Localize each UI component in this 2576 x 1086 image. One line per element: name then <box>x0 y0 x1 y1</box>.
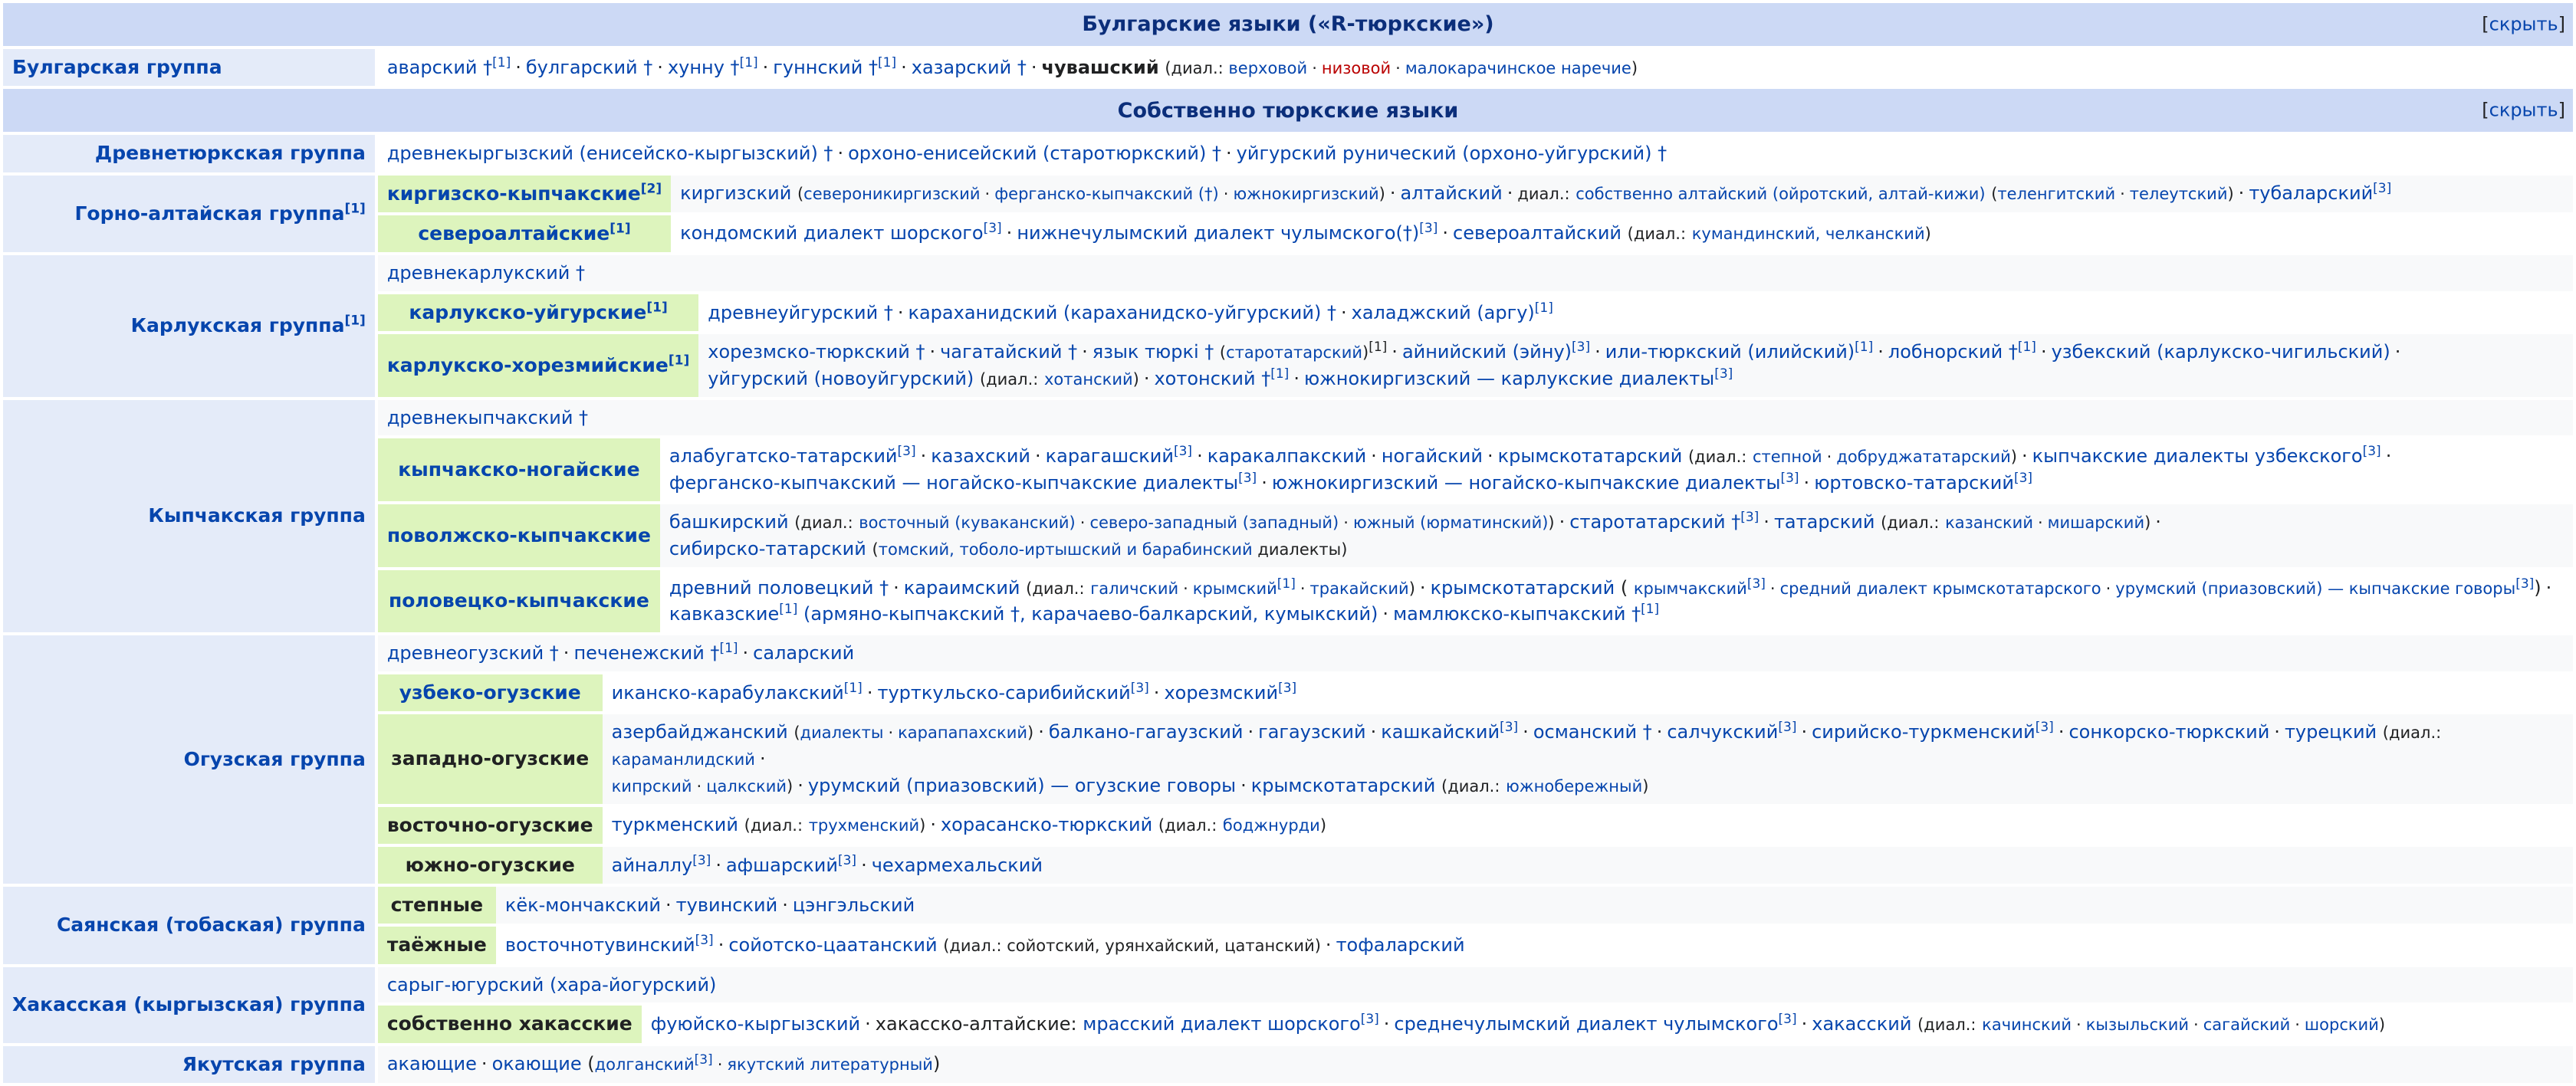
lang-khorezmian[interactable]: хорезмский[3] <box>1164 680 1297 704</box>
lang-tubalar[interactable]: тубаларский[3] <box>2249 181 2392 205</box>
oghuz-subgroups <box>378 635 2573 884</box>
lang-karagash[interactable]: карагашский[3] <box>1045 444 1193 468</box>
list-taiga: восточнотувинский[3] · сойотско-цаатанский (диал.: сойотский, урянхайский, цатанский) · тофаларский <box>496 927 2573 963</box>
lang-tatar[interactable]: татарский <box>1773 511 1875 533</box>
subgroup-south-oghuz: южно-огузские <box>378 847 603 884</box>
lang-middle-chulym[interactable]: среднечулымский диалект чулымского[3] <box>1394 1012 1797 1035</box>
dial-middle-crimean[interactable]: средний диалект крымскотатарского <box>1779 579 2101 598</box>
kipchak-subgroups <box>378 400 2573 633</box>
lang-turkish[interactable]: турецкий <box>2284 721 2377 743</box>
group-ancient-turkic[interactable]: Древнетюркская группа <box>3 135 375 172</box>
common-hide-toggle: [скрыть] <box>2482 99 2565 121</box>
karluk-subgroups <box>378 255 2573 397</box>
dial-north-kyrgyz[interactable]: североникиргизский <box>803 185 981 204</box>
list-steppe: кёк-мончакский · тувинский · цэнгэльский <box>496 887 2573 924</box>
dial-dobruja[interactable]: добруджататарский <box>1836 448 2011 467</box>
lang-tofa[interactable]: тофаларский <box>1336 934 1465 956</box>
list-east-oghuz: туркменский (диал.: трухменский) · хорасанско-тюркский (диал.: боджнурди) <box>603 807 2573 844</box>
lang-chuvash: чувашский <box>1041 56 1159 78</box>
lang-old-kipchak[interactable]: древнекыпчакский † <box>386 406 589 428</box>
lang-nogai[interactable]: ногайский <box>1381 445 1483 468</box>
dial-yurmaty[interactable]: южный (юрматинский) <box>1352 513 1549 533</box>
dial-khotan[interactable]: хотанский <box>1043 369 1133 389</box>
lang-ikan-karabulak[interactable]: иканско-карабулакский[1] <box>611 680 863 704</box>
list-yakut: акающие · окающие (долганский[3] · якутский литературный) <box>378 1046 2573 1083</box>
lang-yurt-tatar[interactable]: юртовско-татарский[3] <box>1814 471 2033 494</box>
lang-mras-shor[interactable]: мрасский диалект шорского[3] <box>1083 1012 1379 1035</box>
lang-pecheneg[interactable]: печенежский †[1] <box>573 641 738 664</box>
altai-subgroups <box>378 176 2573 253</box>
list-khakas-proper: фуюйско-кыргызский · хакасско-алтайские: мрасский диалект шорского[3] · среднечулымский диалект чулымского[3] · хакасский (диал.: качинский · кызыльский · сагайский · шорский) <box>642 1006 2573 1042</box>
list-kipchak-ancient <box>378 400 2573 436</box>
common-hide-link[interactable]: скрыть <box>2489 99 2558 121</box>
dial-fergana-kipchak[interactable]: ферганско-кыпчакский (†) <box>994 185 1219 204</box>
lang-crimean-tatar-3[interactable]: крымскотатарский <box>1250 774 1436 796</box>
group-kipchak[interactable]: Кыпчакская группа <box>3 400 375 633</box>
lang-balkan-gagauz[interactable]: балкано-гагаузский <box>1048 721 1244 743</box>
lang-chaharmahali[interactable]: чехармехальский <box>871 854 1043 876</box>
dial-kumandin-chelkan[interactable]: кумандинский, челканский <box>1691 225 1925 244</box>
dial-tomsk-tobol-baraba[interactable]: томский, тоболо-иртышский и барабинский <box>878 540 1253 559</box>
lang-mamluk-kipchak[interactable]: мамлюкско-кыпчакский †[1] <box>1393 602 1660 625</box>
dial-trukhmen[interactable]: трухменский <box>808 816 920 835</box>
lang-altai[interactable]: алтайский <box>1400 182 1503 205</box>
lang-tsengel[interactable]: цэнгэльский <box>792 894 915 916</box>
sayan-subgroups <box>378 887 2573 964</box>
dial-mishar[interactable]: мишарский <box>2047 513 2145 533</box>
lang-bashkir[interactable]: башкирский <box>669 511 789 533</box>
lang-orkhon[interactable]: орхоно-енисейский (старотюркский) † <box>848 142 1222 164</box>
lang-yakut-literary[interactable]: якутский литературный <box>727 1055 933 1075</box>
bulgar-hide-toggle: [скрыть] <box>2482 13 2565 35</box>
lang-ili-turki[interactable]: или-тюркский (илийский)[1] <box>1605 340 1874 363</box>
list-kipchak-nogai: алабугатско-татарский[3] · казахский · карагашский[3] · каракалпакский · ногайский · крымскотатарский (диал.: степной · добруджататарский) · кыпчакские диалекты узбекского[3] · ферганско-кыпчакский — ногайско-кыпчакские диалекты[3] · южнокиргизский — ногайско-кыпчакские диалекты[3] · юртовско-татарский[3] <box>660 438 2573 501</box>
khakas-subgroups <box>378 967 2573 1043</box>
lang-sonqor[interactable]: сонкорско-тюркский <box>2068 721 2270 743</box>
list-karluk-ancient <box>378 255 2573 291</box>
dial-kazan[interactable]: казанский <box>1945 513 2033 533</box>
lang-hunnic[interactable]: гуннский †[1] <box>773 54 897 78</box>
list-karluk-khorezm: хорезмско-тюркский † · чагатайский † · язык тюркі † (старотатарский)[1] · айнийский (эйну)[3] · или-тюркский (илийский)[1] · лобнорский †[1] · узбекский (карлукско-чигильский) · уйгурский (новоуйгурский) (диал.: хотанский) · хотонский †[1] · южнокиргизский — карлукские диалекты[3] <box>698 334 2573 397</box>
common-title: Собственно тюркские языки <box>1117 98 1459 123</box>
lang-crimean-tatar-2[interactable]: крымскотатарский <box>1430 576 1615 599</box>
lang-crimean-tatar[interactable]: крымскотатарский <box>1497 445 1683 468</box>
dial-altai-proper[interactable]: собственно алтайский (ойротский, алтай-кижи) <box>1576 185 1986 204</box>
group-sayan[interactable]: Саянская (тобаская) группа <box>3 887 375 964</box>
subgroup-west-oghuz: западно-огузские <box>378 714 603 803</box>
lang-afshar[interactable]: афшарский[3] <box>725 852 857 876</box>
subgroup-cuman-kipchak[interactable]: половецко-кыпчакские <box>378 570 660 633</box>
dial-galich[interactable]: галичский <box>1090 579 1179 598</box>
lang-fuyu-kyrgyz[interactable]: фуюйско-кыргызский <box>650 1013 861 1035</box>
lang-uyghur-runic[interactable]: уйгурский рунический (орхоно-уйгурский) † <box>1236 142 1668 164</box>
lang-east-tuvan[interactable]: восточнотувинский[3] <box>504 933 714 956</box>
subgroup-karluk-khorezm[interactable]: карлукско-хорезмийские[1] <box>378 334 698 397</box>
dial-karapapak[interactable]: карапапахский <box>898 723 1028 743</box>
list-north-altai: кондомский диалект шорского[3] · нижнечулымский диалект чулымского(†)[3] · североалтайский (диал.: кумандинский, челканский) <box>671 215 2573 252</box>
group-yakut[interactable]: Якутская группа <box>3 1046 375 1083</box>
bulgar-title-bar <box>3 3 2573 46</box>
lang-turki[interactable]: язык тюркі † <box>1092 341 1214 363</box>
lang-qashqai[interactable]: кашкайский[3] <box>1381 720 1519 743</box>
group-altai[interactable]: Горно-алтайская группа[1] <box>3 176 375 253</box>
lang-karaim[interactable]: караимский <box>903 576 1020 599</box>
lang-north-altai[interactable]: североалтайский <box>1453 222 1622 244</box>
bulgar-hide-link[interactable]: скрыть <box>2489 13 2558 35</box>
lang-khorezm-turkic[interactable]: хорезмско-тюркский † <box>708 341 925 363</box>
dial-kyzyl[interactable]: кызыльский <box>2085 1015 2190 1035</box>
dial-cypriot[interactable]: кипрский <box>611 776 692 796</box>
subgroup-steppe: степные <box>378 887 496 924</box>
list-cuman-kipchak: древний половецкий † · караимский (диал.: галичский · крымский[1] · тракайский) · крымскотатарский ( крымчакский[3] · средний диалект крымскотатарского · урумский (приазовский) — кыпчакские говоры[3]) · кавказские[1] (армяно-кыпчакский †, карачаево-балкарский, кумыкский) · мамлюкско-кыпчакский †[1] <box>660 570 2573 633</box>
lang-alabugat-tatar[interactable]: алабугатско-татарский[3] <box>669 444 916 468</box>
lang-karakalpak[interactable]: каракалпакский <box>1207 445 1367 468</box>
lang-caucasian-kipchak[interactable]: кавказские[1] <box>669 602 798 625</box>
bulgar-title: Булгарские языки («R-тюркские») <box>1082 12 1494 37</box>
group-khakas[interactable]: Хакасская (кыргызская) группа <box>3 967 375 1043</box>
subgroup-kipchak-nogai[interactable]: кыпчакско-ногайские <box>378 438 660 501</box>
lang-khakas[interactable]: хакасский <box>1812 1013 1912 1035</box>
lang-ainu-turkic[interactable]: айнийский (эйну)[3] <box>1401 340 1591 363</box>
lang-old-tatar[interactable]: старотатарский †[3] <box>1569 510 1760 533</box>
lang-lopnor[interactable]: лобнорский †[1] <box>1888 340 2036 363</box>
group-karluk[interactable]: Карлукская группа[1] <box>3 255 375 397</box>
lang-avar[interactable]: аварский †[1] <box>386 54 511 78</box>
lang-south-kyrgyz-nogai[interactable]: южнокиргизский — ногайско-кыпчакские диалекты[3] <box>1271 471 1799 494</box>
lang-dolgan[interactable]: долганский[3] <box>594 1052 713 1075</box>
dial-sagai[interactable]: сагайский <box>2203 1015 2291 1035</box>
dial-shor[interactable]: шорский <box>2304 1015 2379 1035</box>
subgroup-east-oghuz: восточно-огузские <box>378 807 603 844</box>
lang-uyghur[interactable]: уйгурский (новоуйгурский) <box>708 367 974 389</box>
khakas-altai-label: хакасско-алтайские: <box>875 1013 1077 1035</box>
lang-chagatai[interactable]: чагатайский † <box>940 341 1078 363</box>
subgroup-taiga: таёжные <box>378 927 496 963</box>
dial-akaya[interactable]: акающие <box>386 1053 477 1075</box>
dial-northwest[interactable]: северо-западный (западный) <box>1089 513 1339 533</box>
lang-salchuq[interactable]: салчукский[3] <box>1667 720 1797 743</box>
dial-south-coast[interactable]: южнобережный <box>1506 776 1643 796</box>
lang-karakhanid[interactable]: караханидский (караханидско-уйгурский) † <box>908 301 1336 323</box>
lang-bulgar[interactable]: булгарский † <box>525 56 653 78</box>
subgroup-north-altai[interactable]: североалтайские[1] <box>378 215 671 252</box>
lang-kondoma[interactable]: кондомский диалект шорского[3] <box>680 221 1002 244</box>
lang-soyot-tsaatan[interactable]: сойотско-цаатанский <box>728 934 938 956</box>
list-uzbek-oghuz: иканско-карабулакский[1] · турткульско-сарибийский[3] · хорезмский[3] <box>603 674 2573 711</box>
group-bulgar[interactable]: Булгарская группа <box>3 49 375 86</box>
lang-azerbaijani[interactable]: азербайджанский <box>611 721 788 743</box>
lang-old-kyrgyz[interactable]: древнекыргызский (енисейско-кыргызский) † <box>386 142 833 164</box>
lang-turkmen[interactable]: туркменский <box>611 814 738 836</box>
lang-khoton[interactable]: хотонский †[1] <box>1154 366 1290 389</box>
list-khakas-top <box>378 967 2573 1003</box>
lang-fergana-kipchak[interactable]: ферганско-кыпчакский — ногайско-кыпчакские диалекты[3] <box>669 471 1257 494</box>
lang-kazakh[interactable]: казахский <box>931 445 1031 468</box>
dial-okaya[interactable]: окающие <box>491 1053 582 1075</box>
list-south-oghuz: айналлу[3] · афшарский[3] · чехармехальский <box>603 847 2573 884</box>
lang-caucasian-list[interactable]: (армяно-кыпчакский †, карачаево-балкарский, кумыкский) <box>803 603 1378 625</box>
subgroup-kyrgyz-kipchak[interactable]: киргизско-кыпчакские[2] <box>378 176 671 212</box>
lang-old-tatar-link[interactable]: старотатарский <box>1226 343 1362 363</box>
dial-kuvakan[interactable]: восточный (куваканский) <box>859 513 1076 533</box>
list-ancient-turkic: древнекыргызский (енисейско-кыргызский) † · орхоно-енисейский (старотюркский) † · уйгурский рунический (орхоно-уйгурский) † <box>378 135 2573 172</box>
lang-syrian-turkmen[interactable]: сирийско-туркменский[3] <box>1812 720 2054 743</box>
lang-khorasani-turkic[interactable]: хорасанско-тюркский <box>940 814 1153 836</box>
subgroup-volga-kipchak[interactable]: поволжско-кыпчакские <box>378 504 660 567</box>
lang-xiongnu[interactable]: хунну †[1] <box>667 54 758 78</box>
lang-gagauz[interactable]: гагаузский <box>1258 721 1366 743</box>
list-karluk-uyghur: древнеуйгурский † · караханидский (караханидско-уйгурский) † · халаджский (аргу)[1] <box>698 294 2573 331</box>
dial-south-kyrgyz[interactable]: южнокиргизский <box>1233 185 1379 204</box>
dial-lower[interactable]: низовой <box>1321 58 1392 77</box>
lang-ottoman[interactable]: османский † <box>1533 721 1652 743</box>
dial-steppe[interactable]: степной <box>1752 448 1822 467</box>
lang-lower-chulym[interactable]: нижнечулымский диалект чулымского(†)[3] <box>1017 221 1438 244</box>
lang-old-uyghur[interactable]: древнеуйгурский † <box>708 301 893 323</box>
lang-aynallu[interactable]: айналлу[3] <box>611 852 711 876</box>
lang-kipchak-uzbek[interactable]: кыпчакские диалекты узбекского[3] <box>2032 444 2381 468</box>
list-volga-kipchak: башкирский (диал.: восточный (куваканский) · северо-западный (западный) · южный (юрматинский)) · старотатарский †[3] · татарский (диал.: казанский · мишарский) · сибирско-татарский (томский, тоболо-иртышский и барабинский диалекты) <box>660 504 2573 567</box>
dial-telengit[interactable]: теленгитский <box>1997 185 2116 204</box>
subgroup-khakas-proper: собственно хакасские <box>378 1006 642 1042</box>
lang-old-oghuz[interactable]: древнеогузский † <box>386 642 559 664</box>
lang-old-karluk[interactable]: древнекарлукский † <box>386 262 586 284</box>
lang-salar[interactable]: саларский <box>753 642 855 664</box>
lang-siberian-tatar[interactable]: сибирско-татарский <box>669 537 866 559</box>
subgroup-karluk-uyghur[interactable]: карлукско-уйгурские[1] <box>378 294 698 331</box>
dial-kachin[interactable]: качинский <box>1982 1015 2072 1035</box>
dial-krymchak[interactable]: крымчакский[3] <box>1633 576 1766 598</box>
list-kyrgyz-kipchak: киргизский (североникиргизский · ферганско-кыпчакский (†) · южнокиргизский) · алтайский · диал.: собственно алтайский (ойротский, алтай-кижи) (теленгитский · телеутский) · тубаларский[3] <box>671 176 2573 212</box>
dial-upper[interactable]: верховой <box>1228 58 1308 77</box>
dial-urum-kipchak[interactable]: урумский (приазовский) — кыпчакские говоры[3] <box>2115 576 2535 598</box>
dial-tsalka[interactable]: цалкский <box>706 776 787 796</box>
dial-karamanli[interactable]: караманлидский <box>611 750 755 769</box>
lang-kok-monchak[interactable]: кёк-мончакский <box>504 894 662 916</box>
lang-south-kyrgyz-karluk[interactable]: южнокиргизский — карлукские диалекты[3] <box>1303 366 1733 389</box>
dial-trakai[interactable]: тракайский <box>1309 579 1409 598</box>
group-oghuz[interactable]: Огузская группа <box>3 635 375 884</box>
list-west-oghuz: азербайджанский (диалекты · карапапахский) · балкано-гагаузский · гагаузский · кашкайский[3] · османский † · салчукский[3] · сирийско-туркменский[3] · сонкорско-тюркский · турецкий (диал.: караманлидский · кипрский · цалкский) · урумский (приазовский) — огузские говоры · крымскотатарский (диал.: южнобережный) <box>603 714 2573 803</box>
lang-uzbek[interactable]: узбекский (карлукско-чигильский) <box>2051 341 2390 363</box>
list-oghuz-ancient: древнеогузский † · печенежский †[1] · саларский <box>378 635 2573 671</box>
dial-bojnurdi[interactable]: боджнурди <box>1222 816 1320 835</box>
soyot-dialects: (диал.: сойотский, урянхайский, цатанский) <box>943 937 1321 956</box>
subgroup-uzbek-oghuz[interactable]: узбеко-огузские <box>378 674 603 711</box>
lang-kyrgyz[interactable]: киргизский <box>680 182 792 205</box>
list-bulgar: аварский †[1] · булгарский † · хунну †[1] · гуннский †[1] · хазарский † · чувашский (диал.: верховой · низовой · малокарачинское наречие) <box>378 49 2573 86</box>
lang-western-yugur[interactable]: сарыг-югурский (хара-йогурский) <box>386 973 717 996</box>
dial-crimean-karaim[interactable]: крымский[1] <box>1192 576 1296 598</box>
lang-khazar[interactable]: хазарский † <box>911 56 1027 78</box>
dial-malokarachino[interactable]: малокарачинское наречие <box>1405 58 1631 77</box>
lang-turtkul[interactable]: турткульско-сарибийский[3] <box>877 680 1149 704</box>
lang-khalaj[interactable]: халаджский (аргу)[1] <box>1351 300 1553 323</box>
dial-teleut[interactable]: телеутский <box>2129 185 2228 204</box>
lang-tuvan[interactable]: тувинский <box>675 894 778 916</box>
lang-urum-oghuz[interactable]: урумский (приазовский) — огузские говоры <box>807 774 1237 796</box>
lang-old-cuman[interactable]: древний половецкий † <box>669 576 889 599</box>
azeri-dialects-link[interactable]: диалекты <box>800 723 884 743</box>
common-title-bar <box>3 89 2573 132</box>
